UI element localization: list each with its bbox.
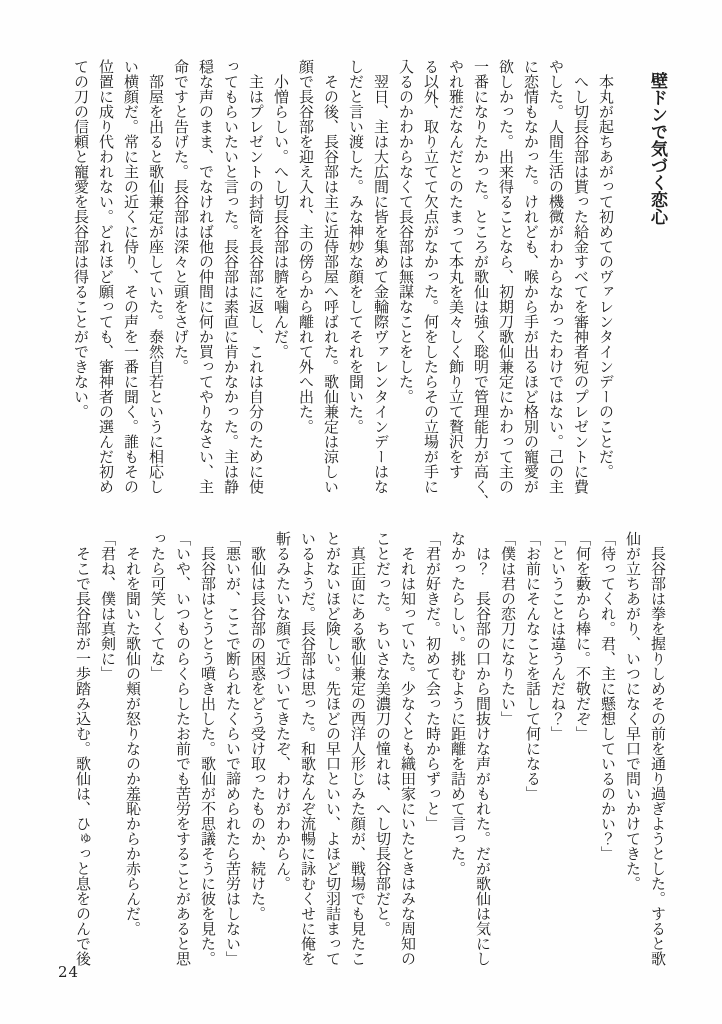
text-column: いるようだ。長谷部は思った。和歌なんぞ流暢に詠むくせに俺を [299,531,317,966]
text-column: 斬るみたいな顔で近づいてきたぞ、わけがわからん。 [274,531,292,891]
text-column: 主はプレゼントの封筒を長谷部に返し、これは自分のために使 [247,59,265,494]
text-column: やれ雅だなんだとのたまって本丸を美々しく飾り立て贅沢をす [447,59,465,479]
text-column: 歌仙は長谷部の困惑をどう受け取ったものか、続けた。 [249,531,267,921]
text-column: 「君ね、僕は真剣に」 [99,531,117,681]
bottom-text-block [70,531,670,969]
text-column: 「悪いが、ここで断られたくらいで諦められたら苦労はしない」 [224,531,242,966]
text-column: 部屋を出ると歌仙兼定が座していた。泰然自若というに相応し [147,59,165,494]
text-column: それを聞いた歌仙の頬が怒りなのか羞恥からか赤らんだ。 [124,531,142,936]
text-column: やした。人間生活の機微がわからなかったわけではない。己の主 [547,59,565,494]
text-column: 「待ってくれ。君、主に懸想しているのかい？」 [599,531,617,861]
text-column: なかったらしい。挑むように距離を詰めて言った。 [449,531,467,876]
text-column: 長谷部はとうとう噴き出した。歌仙が不思議そうに彼を見た。 [199,531,217,966]
text-column: 小憎らしい。へし切長谷部は臍を噛んだ。 [272,59,290,359]
text-column: 位置に成り代われない。どれほど願っても、審神者の選んだ初め [97,59,115,494]
text-column: へし切長谷部は貰った給金すべてを審神者宛のプレゼントに費 [572,59,590,494]
text-column: 「僕は君の恋刀になりたい」 [499,531,517,726]
text-column: ったら可笑しくてな」 [149,531,167,681]
page-number: 24 [58,963,80,981]
text-column: 入るのかわからなくて長谷部は無謀なことをした。 [397,59,415,404]
text-column: 一番になりたかった。ところが歌仙は強く聡明で管理能力が高く、 [472,59,490,509]
text-column: 「ということは違うんだね？」 [549,531,567,741]
top-text-block [68,59,670,509]
text-column: 仙が立ちあがり、いつになく早口で問いかけてきた。 [624,531,642,891]
text-column: しだと言い渡した。みな神妙な顔をしてそれを聞いた。 [347,59,365,434]
text-column: ってもらいたいと言った。長谷部は素直に肯かなかった。主は静 [222,59,240,494]
text-column: その後、長谷部は主に近侍部屋へ呼ばれた。歌仙兼定は涼しい [322,59,340,494]
text-column: 顔で長谷部を迎え入れ、主の傍らから離れて外へ出た。 [297,59,315,434]
text-column: 命ですと告げた。長谷部は深々と頭をさげた。 [172,59,190,374]
page-title: 壁ドンで気づく恋心 [647,72,667,225]
text-column: 欲しかった。出来得ることなら、初期刀歌仙兼定にかわって主の [497,59,515,494]
text-column: 本丸が起ちあがって初めてのヴァレンタインデーのことだ。 [597,59,615,479]
text-column: 真正面にある歌仙兼定の西洋人形じみた顔が、戦場でも見たこ [349,531,367,966]
text-column: とがないほど険しい。先ほどの早口といい、よほど切羽詰まって [324,531,342,966]
text-column: 「何を藪から棒に。不敬だぞ」 [574,531,592,741]
text-column: は？ 長谷部の口から間抜けな声がもれた。だが歌仙は気にし [474,531,492,966]
text-column: る以外、取り立てて欠点がなかった。何をしたらその立場が手に [422,59,440,494]
text-column: に恋情もなかった。けれども、喉から手が出るほど格別の寵愛が [522,59,540,494]
text-column: 穏な声のまま、でなければ他の仲間に何か買ってやりなさい、主 [197,59,215,494]
text-column: そこで長谷部が一歩踏み込む。歌仙は、ひゅっと息をのんで後 [74,531,92,966]
text-column: 長谷部は拳を握りしめその前を通り過ぎようとした。すると歌 [649,531,667,966]
text-column: それは知っていた。少なくとも織田家にいたときはみな周知の [399,531,417,966]
text-column: 「お前にそんなことを話して何になる」 [524,531,542,801]
text-column: 「いや、いつものらくらしたお前でも苦労をすることがあると思 [174,531,192,966]
text-column: ての刀の信頼と寵愛を長谷部は得ることができない。 [72,59,90,419]
text-column: い横顔だ。常に主の近くに侍り、その声を一番に聞く。誰もその [122,59,140,494]
text-column: 「君が好きだ。初めて会った時からずっと」 [424,531,442,831]
text-column: 翌日、主は大広間に皆を集めて金輪際ヴァレンタインデーはな [372,59,390,494]
text-column: ことだった。ちいさな美濃刀の憧れは、へし切長谷部だと。 [374,531,392,936]
